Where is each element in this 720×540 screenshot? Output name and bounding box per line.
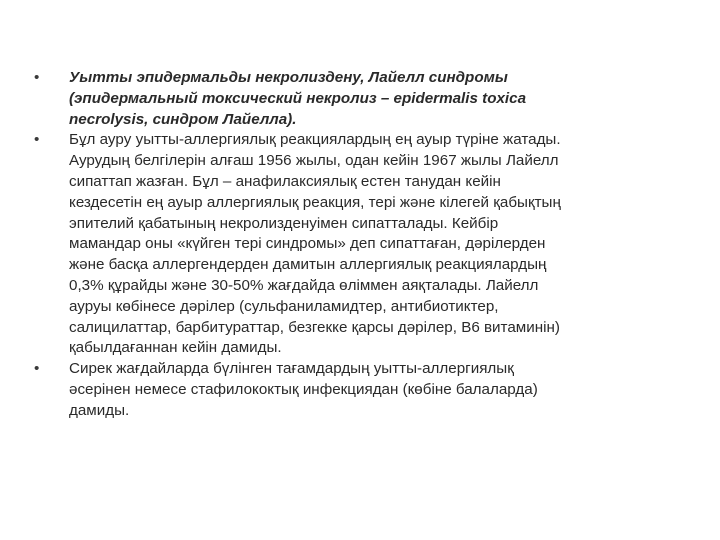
bullet-icon: • [34,360,40,378]
bullet-item-title [34,68,684,130]
bullet-item-rare-cases [34,359,684,421]
bullet-text: Бұл аурy уытты-аллергиялық реакциялардың ең ауыр түріне жатады. Аурудың белгілерін алғаш 1956 жылы, одан кейін 1967 жылы Лайелл сипаттап жазған. Бұл – анафилаксиялық естен танудан кейін кездесетін ең ауыр аллергиялық реакция, тері және кілегей қабықтың эпителий қабатының некролизденуімен сипатталады. Кейбір мамандар оны «күйген тері синдромы» деп сипаттаған, дәрілерден және басқа аллергендерден дамитын аллергиялық реакциялардың 0,3% құрайды және 30-50% жағдайда өліммен аяқталады. Лайелл ауруы көбінесе дәрілер (сульфаниламидтер, антибиотиктер, салицилаттар, барбитураттар, безгекке қарсы дәрілер, В6 витаминін) қабылдағаннан кейін дамиды. [69,131,561,357]
bullet-icon: • [34,131,40,149]
bullet-icon: • [34,69,40,86]
bullet-text: Уытты эпидермальды некролиздену, Лайелл синдромы (эпидермальный токсический некролиз – epidermalis toxica necrolysis, синдром Лайелла). [69,69,527,128]
bullet-item-description [34,130,684,359]
bullet-text: Сирек жағдайларда бүлінген тағамдардың уытты-аллергиялық әсерінен немесе стафилококтық инфекциядан (көбіне балаларда) дамиды. [69,360,538,419]
bullet-list [34,68,684,422]
